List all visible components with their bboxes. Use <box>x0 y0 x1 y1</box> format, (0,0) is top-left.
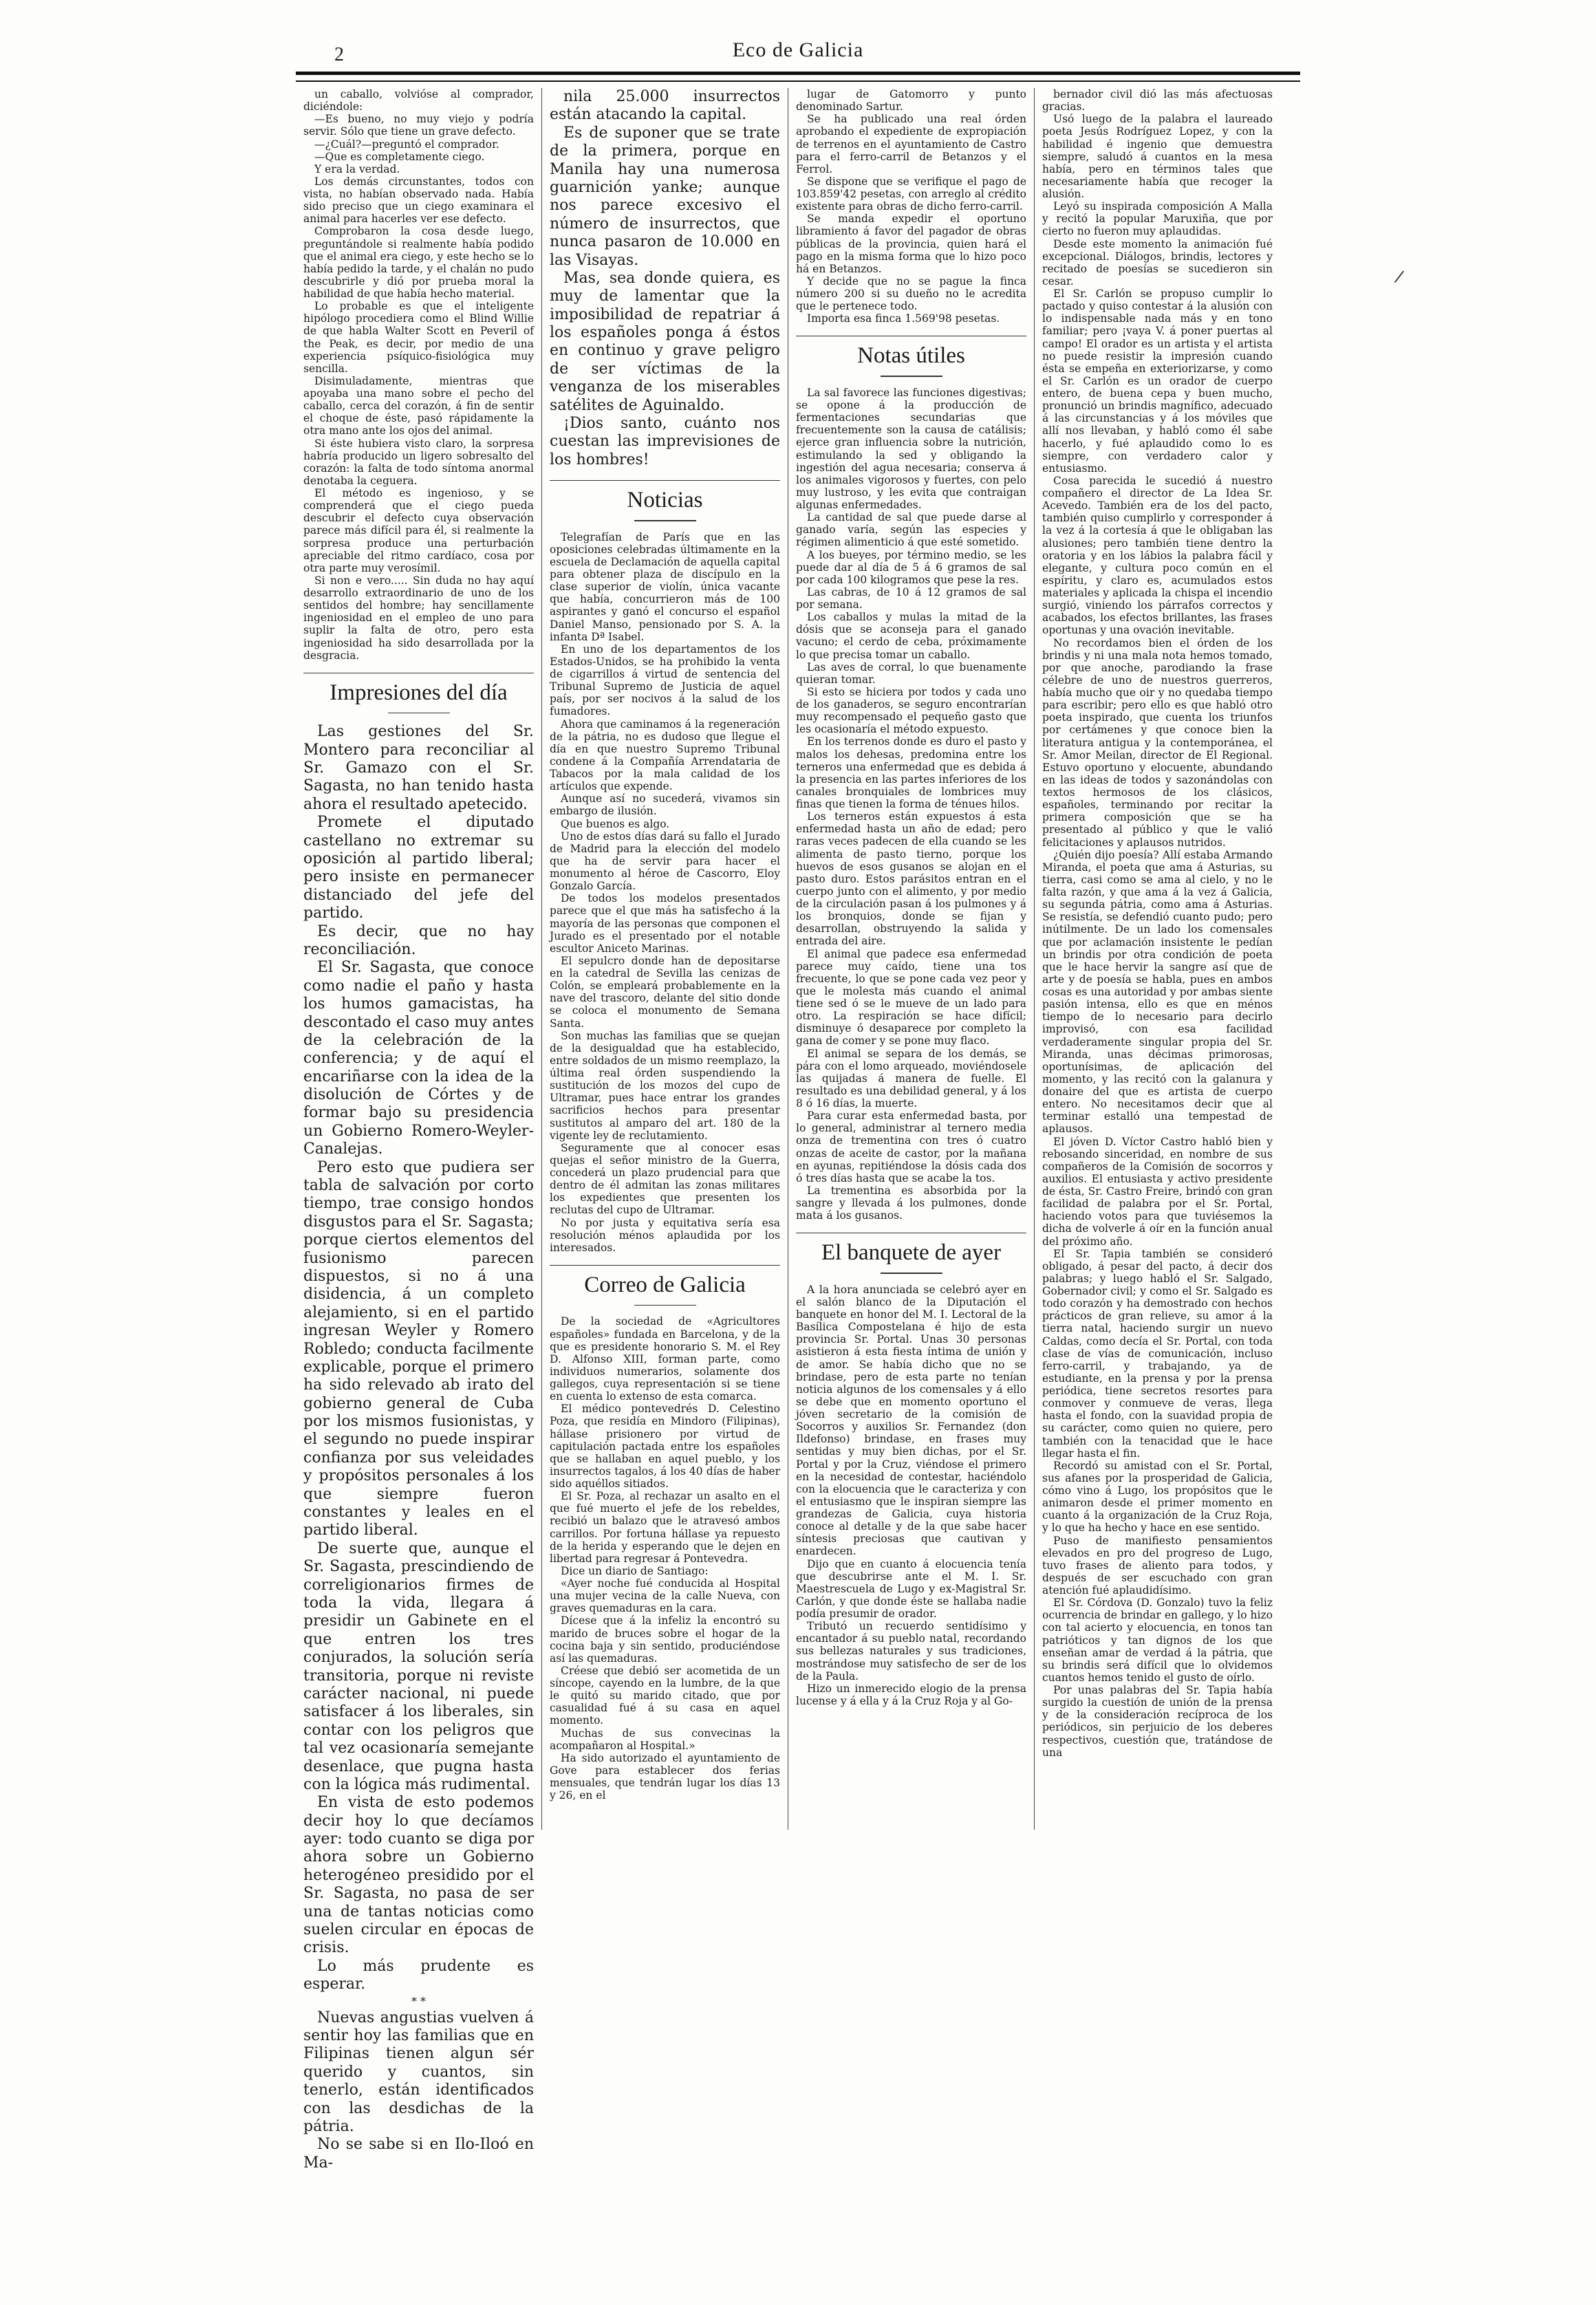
article-paragraph: —¿Cuál?—preguntó el comprador. <box>314 138 499 151</box>
article-paragraph: un caballo, volvióse al comprador, diciéndole: <box>303 88 534 113</box>
article-paragraph: El Sr. Poza, al rechazar un asalto en el que fué muerto el jefe de los rebeldes, recibió un balazo que le atravesó ambos carrillos. Por fortuna hállase ya repuesto de la herida y esperando que le dejen en libertad para regresar á Pontevedra. <box>550 1490 780 1565</box>
article-paragraph: Hizo un inmerecido elogio de la prensa lucense y á ella y á la Cruz Roja y al Go- <box>796 1682 1026 1707</box>
column-3 <box>788 88 1035 1830</box>
article-paragraph: Leyó su inspirada composición A Malla y recitó la popular Maruxiña, que por cierto no fueron muy aplaudidas. <box>1042 200 1273 238</box>
header-rule <box>296 72 1300 82</box>
article-paragraph: nila 25.000 insurrectos están atacando la capital. <box>550 88 780 124</box>
article-paragraph: Mas, sea donde quiera, es muy de lamentar que la imposibilidad de repatriar á los españoles ponga á éstos en continuo y grave peligro de ser víctimas de la venganza de los miserables satélites de Aguinaldo. <box>550 269 780 414</box>
article-paragraph: Desde este momento la animación fué excepcional. Diálogos, brindis, lectores y recitado de poesías se sucedieron sin cesar. <box>1042 237 1273 288</box>
article-paragraph: Promete el diputado castellano no extremar su oposición al partido liberal; pero insiste en permanecer distanciado del jefe del partido. <box>303 814 534 922</box>
article-paragraph: De todos los modelos presentados parece que el que más ha satisfecho á la mayoría de las personas que componen el Jurado es el presentado por el notable escultor Aniceto Marinas. <box>550 892 780 955</box>
article-paragraph: Si éste hubiera visto claro, la sorpresa habría producido un ligero sobresalto del corazón: la falta de todo síntoma anormal denotaba la ceguera. <box>303 437 534 487</box>
article-paragraph: No recordamos bien el órden de los brindis y ni una mala nota hemos tomado, por que anoche, parodiando la frase célebre de uno de nuestros guerreros, había mucho que oir y no quedaba tiempo para escribir; pero ello es que habló otro poeta inspirado, que cuenta los triunfos por certámenes y que conoce bien la literatura antigua y la contemporánea, el Sr. Amor Meilan, director de El Regional. Estuvo oportuno y elocuente, abundando en las ideas de todos y sazonándolas con textos hermosos de los clásicos, españoles, terminando por recitar la primera composición que se ha presentado al público y que le valió felicitaciones y aplausos nutridos. <box>1042 636 1273 849</box>
section-title: Notas útiles <box>796 336 1026 377</box>
article-paragraph: bernador civil dió las más afectuosas gracias. <box>1042 88 1273 113</box>
article-paragraph: Las cabras, de 10 á 12 gramos de sal por semana. <box>796 585 1026 611</box>
page-header <box>296 28 1300 63</box>
article-paragraph: Que buenos es algo. <box>561 817 670 830</box>
article-paragraph: Las gestiones del Sr. Montero para reconciliar al Sr. Gamazo con el Sr. Sagasta, no han tenido hasta ahora el resultado apetecido. <box>303 723 534 813</box>
column-2 <box>542 88 788 1830</box>
article-paragraph: —Es bueno, no muy viejo y podría servir. Sólo que tiene un grave defecto. <box>303 113 534 138</box>
section-title: Impresiones del día <box>303 673 534 714</box>
article-paragraph: Es de suponer que se trate de la primera, porque en Manila hay una numerosa guarnición yanke; aunque nos parece excesivo el número de insurrectos, que nunca pasaron de 10.000 en las Visayas. <box>550 124 780 269</box>
article-paragraph: La cantidad de sal que puede darse al ganado varía, según las especies y régimen alimenticio á que esté sometido. <box>796 511 1026 549</box>
article-paragraph: Nuevas angustias vuelven á sentir hoy las familias que en Filipinas tienen algun sér querido y cuantos, sin tenerlo, están identificados con las desdichas de la pátria. <box>303 2009 534 2135</box>
article-paragraph: «Ayer noche fué conducida al Hospital una mujer vecina de la calle Nueva, con graves quemaduras en la cara. <box>550 1577 780 1615</box>
article-paragraph: Pero esto que pudiera ser tabla de salvación por corto tiempo, trae consigo hondos disgustos para el Sr. Sagasta; porque ciertos elementos del fusionismo parecen dispuestos, si no á una disidencia, á un completo alejamiento, si en el partido ingresan Weyler y Romero Robledo; conducta facilmente explicable, porque el primero ha sido relevado ab irato del gobierno general de Cuba por los mismos fusionistas, y el segundo no puede inspirar confianza por sus veleidades y propósitos personales á los que siempre fueron constantes y leales en el partido liberal. <box>303 1158 534 1539</box>
article-paragraph: Los demás circunstantes, todos con vista, no habían observado nada. Había sido preciso que un ciego examinara el animal para hacerles ver ese defecto. <box>303 175 534 226</box>
article-paragraph: Ha sido autorizado el ayuntamiento de Gove para establecer dos ferias mensuales, que tendrán lugar los días 13 y 26, en el <box>550 1751 780 1802</box>
article-paragraph: A la hora anunciada se celebró ayer en el salón blanco de la Diputación el banquete en honor del M. I. Lectoral de la Basílica Compostelana é hijo de esta provincia Sr. Portal. Unas 30 personas asistieron á esta fiesta íntima de unión y de amor. Se había dicho que no se brindase, pero de esta parte no tenían noticia algunos de los comensales y á ello se debe que en momento oportuno el jóven secretario de la comisión de Socorros y auxilios Sr. Fernandez (don Ildefonso) brindase, en frases muy sentidas y muy bien dichas, por el Sr. Portal y por la Cruz, viéndose el primero en la necesidad de contestar, haciéndolo con la elocuencia que le caracteriza y con el entusiasmo que le inspiran siempre las grandezas de Galicia, cuya historia conoce al detalle y de la que sabe hacer síntesis preciosas que cautivan y enardecen. <box>796 1283 1026 1558</box>
section-title: Noticias <box>550 480 780 521</box>
article-paragraph: La trementina es absorbida por la sangre y llevada á los pulmones, donde mata á los gusanos. <box>796 1184 1026 1222</box>
article-paragraph: Tributó un recuerdo sentidísimo y encantador á su pueblo natal, recordando sus bellezas naturales y sus tradiciones, mostrándose muy satisfecho de ser de los de la Paula. <box>796 1620 1026 1682</box>
columns <box>296 88 1300 2172</box>
article-paragraph: Lo más prudente es esperar. <box>303 1957 534 1993</box>
masthead-title: Eco de Galicia <box>732 39 864 61</box>
article-paragraph: No por justa y equitativa sería esa resolución ménos aplaudida por los interesados. <box>550 1216 780 1254</box>
separator-asterisks: * * <box>411 1994 427 2008</box>
page-number: 2 <box>334 44 344 65</box>
article-paragraph: —Que es completamente ciego. <box>314 150 485 163</box>
article-paragraph: ¿Quién dijo poesía? Allí estaba Armando Miranda, el poeta que ama á Asturias, su tierra, casi como se ama al cielo, y no le falta razón, y que ama á la vez á Galicia, su segunda pátria, como ama á Asturias. Se resistía, se defendió cuanto pudo; pero inútilmente. De un lado los comensales que por aclamación insistente le pedían un brindis por otra condición de poeta que le hace hervir la sangre así que de arte y de poesía se habla, pues en ambos cosas es una autoridad y por ambas siente pasión intensa, ello es que en ménos tiempo de lo necesario para decirlo improvisó, con esa facilidad verdaderamente singular propia del Sr. Miranda, unas décimas primorosas, oportunísimas, de aplicación del momento, y las recitó con la galanura y donaire del que es artista de cuerpo entero. No necesitamos decir que al terminar estalló una tempestad de aplausos. <box>1042 848 1273 1136</box>
article-paragraph: Muchas de sus convecinas la acompañaron al Hospital.» <box>550 1727 780 1752</box>
article-paragraph: Telegrafían de París que en las oposiciones celebradas últimamente en la escuela de Declamación de aquella capital para obtener plaza de discípulo en la clase superior de violín, única vacante que había, concurrieron más de 100 aspirantes y ganó el concurso el español Daniel Manso, pensionado por S. A. la infanta Dª Isabel. <box>550 530 780 643</box>
article-paragraph: En vista de esto podemos decir hoy lo que decíamos ayer: todo cuanto se diga por ahora sobre un Gobierno heterogéneo presidido por el Sr. Sagasta, no pasa de ser una de tantas noticias como suelen circular en épocas de crisis. <box>303 1794 534 1957</box>
section-title: Correo de Galicia <box>550 1265 780 1306</box>
article-paragraph: El animal se separa de los demás, se pára con el lomo arqueado, moviéndosele las quijadas á manera de fuelle. El resultado es una debilidad general, y á los 8 ó 16 días, la muerte. <box>796 1047 1026 1110</box>
article-paragraph: Aunque así no sucederá, vivamos sin embargo de ilusión. <box>550 792 780 818</box>
article-paragraph: Uno de estos días dará su fallo el Jurado de Madrid para la elección del modelo que ha de servir para hacer el monumento al héroe de Cascorro, Eloy Gonzalo García. <box>550 830 780 893</box>
article-paragraph: De suerte que, aunque el Sr. Sagasta, prescindiendo de correligionarios firmes de toda la vida, llegara á presidir un Gabinete en el que entren los tres conjurados, la solución sería transitoria, porque ni reviste carácter nacional, ni puede satisfacer á los liberales, sin contar con los peligros que tal vez ocasionaría semejante desenlace, que pugna hasta con la lógica más rudimental. <box>303 1539 534 1793</box>
article-paragraph: Y era la verdad. <box>314 162 400 175</box>
article-paragraph: Importa esa finca 1.569'98 pesetas. <box>807 312 1000 325</box>
article-paragraph: El Sr. Carlón se propuso cumplir lo pactado y quiso contestar á la alusión con lo indispensable nada más y en tono familiar; pero ¡vaya V. á poner puertas al campo! El orador es un artista y el artista no puede resistir la impresión cuando ésta se empeña en exteriorizarse, y como el Sr. Carlón es un orador de cuerpo entero, de buena cepa y buen mucho, pronunció un brindis magnífico, adecuado á las circunstancias y á los móviles que allí nos llevaban, y habló como él sabe hacerlo, y fué aplaudido como lo es siempre, con verdadero calor y entusiasmo. <box>1042 288 1273 475</box>
article-paragraph: Los terneros están expuestos á esta enfermedad hasta un año de edad; pero raras veces padecen de ella cuando se les alimenta de pasto tierno, porque los huevos de esos gusanos se alojan en el pasto duro. Estos parásitos entran en el cuerpo junto con el alimento, y por medio de la circulación pasan á los pulmones y á los bronquios, donde se fijan y desarrollan, obstruyendo la salida y entrada del aire. <box>796 810 1026 948</box>
article-paragraph: Se dispone que se verifique el pago de 103.859'42 pesetas, con arreglo al crédito existente para obras de dicho ferro-carril. <box>796 175 1026 213</box>
article-paragraph: Dijo que en cuanto á elocuencia tenía que descubrirse ante el M. I. Sr. Maestrescuela de Lugo y ex-Magistral Sr. Carlón, y que donde éste se hallaba nadie podía presumir de orador. <box>796 1557 1026 1620</box>
column-1 <box>296 88 542 2172</box>
article-paragraph: El sepulcro donde han de depositarse en la catedral de Sevilla las cenizas de Colón, se empleará probablemente en la nave del trascoro, delante del sitio donde se coloca el monumento de Semana Santa. <box>550 954 780 1030</box>
article-paragraph: lugar de Gatomorro y punto denominado Sartur. <box>796 88 1026 113</box>
article-paragraph: Por unas palabras del Sr. Tapia había surgido la cuestión de unión de la prensa y de la consideración recíproca de los periódicos, sin perjuicio de los deberes respectivos, cuestión que, tratándose de una <box>1042 1684 1273 1759</box>
article-paragraph: El médico pontevedrés D. Celestino Poza, que residía en Mindoro (Filipinas), hállase prisionero por virtud de capitulación pactada entre los españoles que se hallaban en aquel pueblo, y los insurrectos tagalos, á los 40 días de haber sido aquéllos sitiados. <box>550 1403 780 1491</box>
article-paragraph: Seguramente que al conocer esas quejas el señor ministro de la Guerra, concederá un plazo prudencial para que dentro de él admitan las zonas militares los expedientes que presenten los reclutas del cupo de Ultramar. <box>550 1141 780 1217</box>
article-paragraph: Ahora que caminamos á la regeneración de la pátria, no es dudoso que llegue el día en que nuestro Supremo Tribunal condene á la Compañía Arrendataria de Tabacos por la mala calidad de los artículos que expende. <box>550 717 780 793</box>
article-paragraph: Es decir, que no hay reconciliación. <box>303 922 534 958</box>
article-paragraph: No se sabe si en Ilo-Iloó en Ma- <box>303 2136 534 2172</box>
article-paragraph: Se ha publicado una real órden aprobando el expediente de expropiación de terrenos en el ayuntamiento de Castro para el ferro-carril de Betanzos y el Ferrol. <box>796 113 1026 175</box>
article-paragraph: ¡Dios santo, cuánto nos cuestan las imprevisiones de los hombres! <box>550 415 780 468</box>
article-paragraph: Dice un diario de Santiago: <box>561 1564 709 1577</box>
article-paragraph: En uno de los departamentos de los Estados-Unidos, se ha prohibido la venta de cigarrillos á virtud de sentencia del Tribunal Supremo de Justicia de aquel país, por ser nocivos á la salud de los fumadores. <box>550 642 780 718</box>
article-paragraph: Para curar esta enfermedad basta, por lo general, administrar al ternero media onza de trementina con tres ó cuatro onzas de aceite de castor, por la mañana en ayunas, repitiéndose la dósis cada dos ó tres días hasta que se acabe la tos. <box>796 1110 1026 1184</box>
margin-pencil-mark: / <box>1393 266 1405 287</box>
article-paragraph: El Sr. Córdova (D. Gonzalo) tuvo la feliz ocurrencia de brindar en gallego, y lo hizo con tal acierto y elocuencia, en tonos tan patrióticos y tan dignos de los que enseñan amar de verdad á la pátria, que su brindis será difícil que lo olvidemos cuantos hemos tenido el gusto de oírlo. <box>1042 1597 1273 1684</box>
article-paragraph: Se manda expedir el oportuno libramiento á favor del pagador de obras públicas de la provincia, quien hará el pago en la misma forma que lo hizo poco há en Betanzos. <box>796 213 1026 275</box>
article-paragraph: Usó luego de la palabra el laureado poeta Jesús Rodríguez Lopez, y con la habilidad é ingenio que demuestra siempre, saludó á cuantos en la mesa había, pero en términos tales que necesariamente había que recoger la alusión. <box>1042 113 1273 200</box>
article-paragraph: Las aves de corral, lo que buenamente quieran tomar. <box>796 660 1026 686</box>
article-paragraph: El animal que padece esa enfermedad parece muy caído, tiene una tos frecuente, lo que se pone cada vez peor y que le molesta más cuando el animal tiene sed ó se le mueve de un lado para otro. La respiración se hace difícil; disminuye ó desaparece por completo la gana de comer y se pone muy flaco. <box>796 947 1026 1048</box>
article-paragraph: La sal favorece las funciones digestivas; se opone á la producción de fermentaciones secundarias que frecuentemente son la causa de catálisis; ejerce gran influencia sobre la nutrición, estimulando la sed y obligando la ingestión del agua necesaria; conserva á los animales vigorosos y fuertes, con pelo muy lustroso, y les evita que contraigan algunas enfermedades. <box>796 386 1026 511</box>
article-paragraph: Y decide que no se pague la finca número 200 si su dueño no le acredita que le pertenece todo. <box>796 274 1026 313</box>
article-paragraph: El método es ingenioso, y se comprenderá que el ciego pueda descubrir el defecto cuya observación parece más difícil para él, si realmente la sorpresa produce una perturbación apreciable del ritmo cardíaco, cosa por otra parte muy verosímil. <box>303 487 534 574</box>
article-paragraph: Los caballos y mulas la mitad de la dósis que se aconseja para el ganado vacuno; el cerdo de ceba, próximamente lo que precisa tomar un caballo. <box>796 611 1026 661</box>
article-paragraph: El Sr. Sagasta, que conoce como nadie el paño y hasta los humos gamacistas, ha descontado el caso muy antes de la celebración de la conferencia; y de aquí el encariñarse con la idea de la disolución de Córtes y de formar bajo su presidencia un Gobierno Romero-Weyler-Canalejas. <box>303 959 534 1158</box>
article-paragraph: De la sociedad de «Agricultores españoles» fundada en Barcelona, y de la que es presidente honorario S. M. el Rey D. Alfonso XIII, forman parte, como individuos numerarios, solamente dos gallegos, cuya representación si se tiene en cuenta lo extenso de esta comarca. <box>550 1315 780 1403</box>
article-paragraph: Puso de manifiesto pensamientos elevados en pro del progreso de Lugo, tuvo frases de aliento para todos, y después de ser escuchado con gran atención fué aplaudidísimo. <box>1042 1534 1273 1597</box>
section-title: El banquete de ayer <box>796 1233 1026 1274</box>
article-paragraph: Créese que debió ser acometida de un síncope, cayendo en la lumbre, de la que le quitó su marido citado, que por casualidad fué á su casa en aquel momento. <box>550 1664 780 1727</box>
article-paragraph: Cosa parecida le sucedió á nuestro compañero el director de La Idea Sr. Acevedo. También era de los del pacto, también quiso cumplirlo y corresponder á la vez á la cortesía á que le obligaban las alusiones; pero también tiene dentro la oratoria y en los lábios la palabra fácil y elegante, y cultura poco común en el espíritu, y claro es, acumulados estos materiales y aplicada la chispa el incendio surgió, viniendo los párrafos correctos y acabados, los efectos brillantes, las frases oportunas y una ovación inevitable. <box>1042 474 1273 637</box>
article-paragraph: Si non e vero..... Sin duda no hay aquí desarrollo extraordinario de uno de los sentidos del hombre; hay sencillamente ingeniosidad en el empleo de uno para suplir la falta de otro, pero esta ingeniosidad ha sido desarrollada por la desgracia. <box>303 574 534 662</box>
column-4 <box>1035 88 1280 1830</box>
article-paragraph: Lo probable es que el inteligente hipólogo procediera como el Blind Willie de que habla Walter Scott en Peveril of the Peak, es decir, por medio de una experiencia psíquico-fisiológica muy sencilla. <box>303 300 534 375</box>
article-paragraph: Comprobaron la cosa desde luego, preguntándole si realmente había podido que el animal era ciego, y este hecho se lo había pedido la tarde, y el chalán no pudo descubrirle y dió por prueba moral la habilidad de que había hecho material. <box>303 225 534 300</box>
newspaper-page <box>296 28 1300 2172</box>
article-paragraph: A los bueyes, por término medio, se les puede dar al día de 5 á 6 gramos de sal por cada 100 kilogramos que pese la res. <box>796 548 1026 586</box>
article-paragraph: Si esto se hiciera por todos y cada uno de los ganaderos, se seguro encontrarían muy recompensado el pequeño gasto que les ocasionaría el método expuesto. <box>796 685 1026 736</box>
article-paragraph: El jóven D. Víctor Castro habló bien y rebosando sinceridad, en nombre de sus compañeros de la Comisión de socorros y auxilios. El entusiasta y activo presidente de ésta, Sr. Castro Freire, brindó con gran facilidad de palabra por el Sr. Portal, haciendo votos para que tuviésemos la dicha de volverle á oír en la función anual del próximo año. <box>1042 1135 1273 1248</box>
article-paragraph: Dícese que á la infeliz la encontró su marido de bruces sobre el hogar de la cocina baja y sin sentido, produciéndose así las quemaduras. <box>550 1614 780 1665</box>
article-paragraph: Son muchas las familias que se quejan de la desigualdad que ha establecido, entre soldados de un mismo reemplazo, la última real órden suspendiendo la sustitución de los mozos del cupo de Ultramar, pues hace entrar los grandes sacrificios hechos para presentar sustitutos al amparo del art. 180 de la vigente ley de reclutamiento. <box>550 1029 780 1142</box>
article-paragraph: En los terrenos donde es duro el pasto y malos los dehesas, predomina entre los terneros una enfermedad que es debida á la presencia en las partes inferiores de los canales bronquiales de lombrices muy finas que tienen la forma de ténues hilos. <box>796 735 1026 810</box>
article-paragraph: El Sr. Tapia también se consideró obligado, á pesar del pacto, á decir dos palabras; y luego habló el Sr. Salgado, Gobernador civil; y como el Sr. Salgado es todo corazón y ha demostrado con hechos prácticos de gran relieve, su amor á la tierra natal, haciendo surgir un nuevo Caldas, como decía el Sr. Portal, con toda clase de vías de comunicación, incluso ferro-carril, y trabajando, ya de estudiante, en la prensa y por la prensa periódica, tiene secretos resortes para conmover y conmueve de veras, llega hasta el fondo, con la suavidad propia de su carácter, como quien no quiere, pero también con la tenacidad que le hace llegar hasta el fin. <box>1042 1247 1273 1460</box>
article-paragraph: Disimuladamente, mientras que apoyaba una mano sobre el pecho del caballo, cerca del corazón, á fin de sentir el choque de éste, pasó rápidamente la otra mano ante los ojos del animal. <box>303 374 534 437</box>
article-paragraph: Recordó su amistad con el Sr. Portal, sus afanes por la prosperidad de Galicia, cómo vino á Lugo, los propósitos que le animaron desde el primer momento en cuanto á la organización de la Cruz Roja, y lo que ha hecho y hace en ese sentido. <box>1042 1459 1273 1535</box>
